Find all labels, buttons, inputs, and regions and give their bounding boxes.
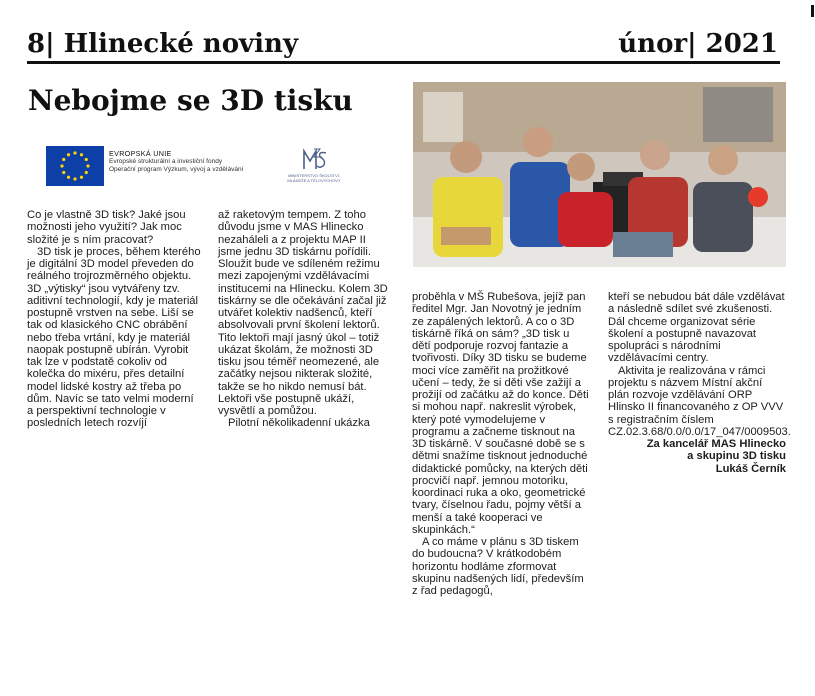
article-lead: Co je vlastně 3D tisk? Jaké jsou možnosti jeho využití? Jak moc složité je s ním pracovat? bbox=[27, 209, 186, 246]
article-column-2 bbox=[218, 209, 392, 430]
eu-star-icon bbox=[86, 164, 89, 167]
eu-logo-line1: EVROPSKÁ UNIE bbox=[109, 149, 172, 158]
article-title: Nebojme se 3D tisku bbox=[28, 84, 353, 117]
article-paragraph: A co máme v plánu s 3D tiskem do budoucna? V krátkodobém horizontu hodláme zformovat skupinu nadšených lidí, především z řad pedagogů, bbox=[412, 536, 584, 597]
msmt-logo-line1: MINISTERSTVO ŠKOLSTVÍ, bbox=[288, 173, 340, 178]
article-paragraph: kteří se nebudou bát dále vzdělávat a následně sdílet své zkušenosti. Dál chceme organizovat série školení a postupně navazovat spolupráci s národními vzdělávacími centry. bbox=[608, 291, 785, 365]
article-paragraph: až raketovým tempem. Z toho důvodu jsme v MAS Hlinecko nezaháleli a z projektu MAP II jsme jednu 3D tiskárnu pořídili. Sloužit bude ve sdíleném režimu mezi zapojenými vzdělávacími institucemi na Hlinecku. Kolem 3D tiskárny se dle očekávání začal již utvářet kolektiv nadšenců, kteří absolvovali první školení lektorů. Tito lektoři mají jasný úkol – totiž ukázat školám, že možnosti 3D tisku jsou téměř neomezené, ale začátky nejsou nikterak složité, takže se ho nikdo nemusí bát. Lektoři vše postupně ukáží, vysvětlí a pomůžou. bbox=[218, 209, 388, 417]
page-edge-mark bbox=[811, 5, 814, 17]
eu-star-icon bbox=[85, 171, 88, 174]
header-title: 8| Hlinecké noviny bbox=[27, 29, 299, 59]
eu-star-icon bbox=[73, 177, 76, 180]
eu-star-icon bbox=[80, 153, 83, 156]
msmt-logo-text bbox=[274, 173, 354, 183]
eu-star-icon bbox=[85, 158, 88, 161]
signature-line1: Za kancelář MAS Hlinecko bbox=[646, 438, 786, 450]
article-column-3 bbox=[412, 291, 590, 597]
newspaper-header bbox=[27, 27, 780, 64]
eu-logo-line3: Operační program Výzkum, vývoj a vzdělávání bbox=[109, 166, 244, 173]
eu-star-icon bbox=[62, 158, 65, 161]
article-paragraph: Aktivita je realizována v rámci projektu s názvem Místní akční plán rozvoje vzdělávání ORP Hlinsko II financovaného z OP VVV s registračním číslem CZ.02.3.68/0.0/0.0/17_047/0009503. bbox=[608, 364, 791, 438]
article-paragraph: Pilotní několikadenní ukázka bbox=[228, 417, 370, 430]
msmt-emblem-icon bbox=[274, 145, 354, 173]
author-signature bbox=[608, 438, 786, 475]
eu-star-icon bbox=[67, 153, 70, 156]
signature-line2: a skupinu 3D tisku bbox=[687, 450, 786, 463]
eu-flag-logo bbox=[46, 146, 104, 186]
article-photo bbox=[413, 82, 786, 267]
article-column-4 bbox=[608, 291, 791, 475]
eu-logo-line2: Evropské strukturální a investiční fondy bbox=[109, 158, 223, 165]
eu-logo-text bbox=[109, 150, 243, 174]
eu-star-icon bbox=[60, 164, 63, 167]
header-issue-date: únor| 2021 bbox=[618, 29, 778, 59]
eu-star-icon bbox=[73, 151, 76, 154]
eu-star-icon bbox=[62, 171, 65, 174]
eu-star-icon bbox=[67, 176, 70, 179]
funding-logos bbox=[46, 145, 356, 190]
msmt-logo bbox=[274, 145, 354, 189]
eu-star-icon bbox=[80, 176, 83, 179]
article-paragraph: proběhla v MŠ Rubešova, jejíž pan ředitel Mgr. Jan Novotný je jedním ze zapálených lektorů. A co o 3D tiskárně říká on sám? „3D tisk u dětí podporuje rozvoj fantazie a tvořivosti. Díky 3D tisku se budeme moci více zaměřit na prožitkové učení – tedy, že si děti vše zažijí a prožijí od začátku až do konce. Děti si mohou např. nakreslit výrobek, který poté vymodelujeme v programu a začneme tisknout na 3D tiskárně. V současné době se s dětmi snažíme tisknout jednoduché didaktické pomůcky, na kterých děti procvičí např. jemnou motoriku, koordinaci ruka a oko, geometrické tvary, číselnou řadu, pojmy větší a menší a také kooperaci ve skupinkách.“ bbox=[412, 291, 589, 536]
signature-line3: Lukáš Černík bbox=[715, 462, 786, 475]
article-column-1 bbox=[27, 209, 201, 430]
msmt-logo-line2: MLÁDEŽE A TĚLOVÝCHOVY bbox=[287, 178, 341, 183]
article-paragraph: 3D tisk je proces, během kterého je digitální 3D model převeden do reálného trojrozměrného objektu. 3D „výtisky“ jsou vytvářeny tzv. aditivní technologií, kdy je materiál postupně vrstven na sebe. Liší se tak od klasického CNC obrábění nebo třeba vrtání, kdy je materiál naopak postupně ubírán. Vyrobit tak lze v podstatě cokoliv od kolečka do mixéru, přes detailní model lidské kostry až třeba po dům. Navíc se tato velmi moderní a perspektivní technologie v posledních letech rozvíjí bbox=[27, 245, 201, 430]
